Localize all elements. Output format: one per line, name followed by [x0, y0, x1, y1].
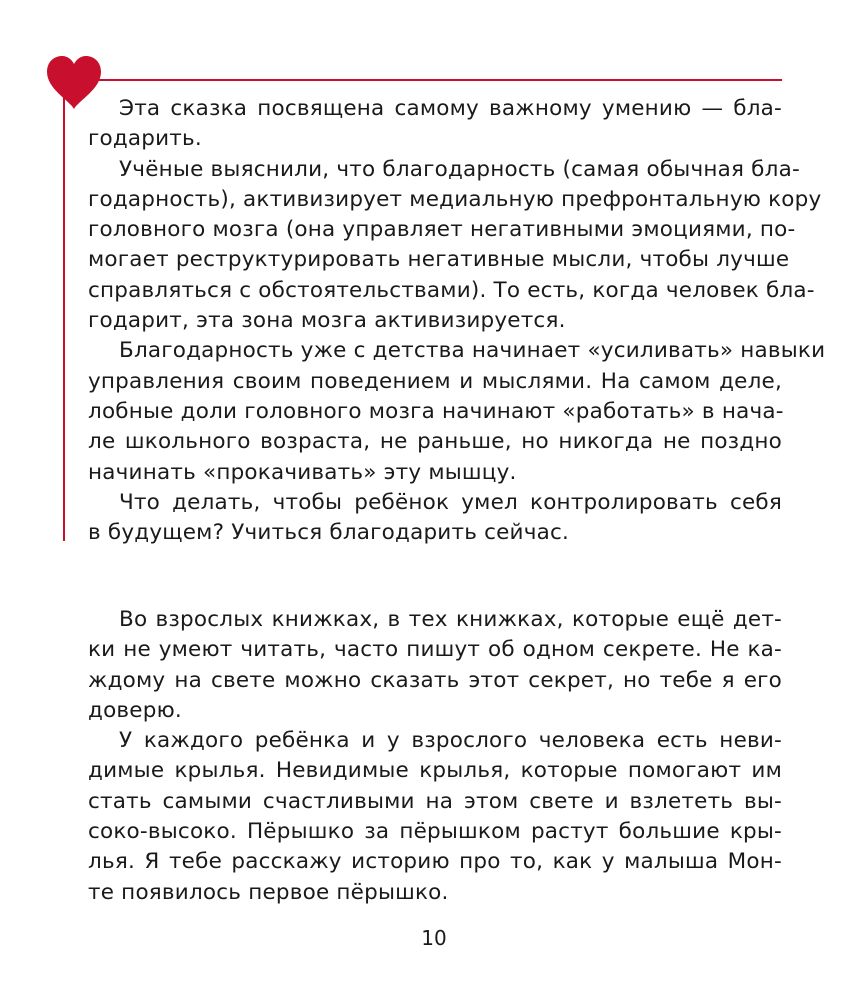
text-line: Благодарность уже с детства начинает «усиливать» навыки — [119, 338, 826, 364]
text-line: У каждого ребёнка и у взрослого человека есть неви- — [119, 728, 782, 754]
page-number: 10 — [421, 926, 447, 950]
left-divider-line — [63, 95, 65, 541]
text-line: головного мозга (она управляет негативными эмоциями, по- — [88, 217, 796, 243]
text-line: годарить. — [88, 126, 202, 152]
text-line: начинать «прокачивать» эту мышцу. — [88, 459, 517, 485]
text-line: управления своим поведением и мыслями. На самом деле, — [88, 368, 782, 394]
text-line: годарит, эта зона мозга активизируется. — [88, 308, 566, 334]
text-line: ждому на свете можно сказать этот секрет, но тебе я его — [88, 667, 782, 693]
text-line: доверю. — [88, 697, 182, 723]
text-line: Во взрослых книжках, в тех книжках, которые ещё дет- — [119, 607, 782, 632]
intro-section — [88, 94, 826, 548]
top-divider-line — [92, 79, 782, 81]
text-line: стать самыми счастливыми на этом свете и взлететь вы- — [88, 788, 782, 814]
story-section — [88, 605, 782, 908]
text-line: ки не умеют читать, часто пишут об одном секрете. Не ка- — [88, 637, 782, 663]
text-line: в будущем? Учиться благодарить сейчас. — [88, 520, 570, 546]
text-line: лобные доли головного мозга начинают «работать» в нача- — [88, 398, 784, 424]
text-line: соко-высоко. Пёрышко за пёрышком растут большие кры- — [88, 819, 782, 845]
text-line: справляться с обстоятельствами). То есть, когда человек бла- — [88, 277, 815, 303]
text-line: димые крылья. Невидимые крылья, которые помогают им — [88, 758, 782, 784]
text-line: Эта сказка посвящена самому важному умению — бла- — [119, 96, 782, 121]
text-line: Учёные выяснили, что благодарность (самая обычная бла- — [119, 156, 800, 182]
text-line: ле школьного возраста, не раньше, но никогда не поздно — [88, 429, 782, 455]
text-line: Что делать, чтобы ребёнок умел контролировать себя — [119, 489, 782, 515]
text-line: годарность), активизирует медиальную префронтальную кору — [88, 186, 822, 212]
text-line: те появилось первое пёрышко. — [88, 879, 449, 905]
text-line: лья. Я тебе расскажу историю про то, как у малыша Мон- — [88, 849, 782, 875]
text-line: могает реструктурировать негативные мысли, чтобы лучше — [88, 247, 790, 273]
